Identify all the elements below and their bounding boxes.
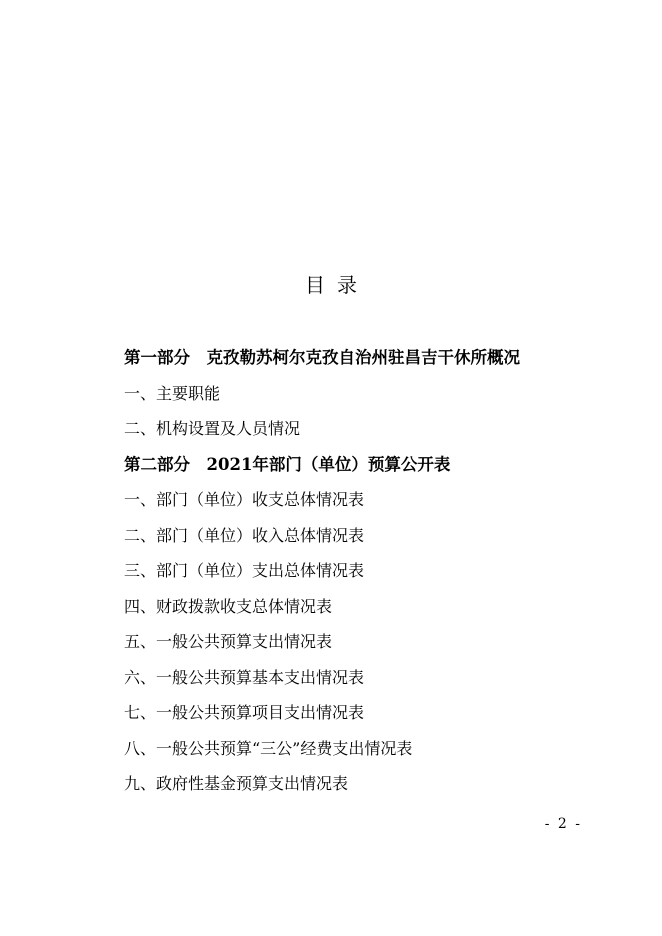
toc-item-government-fund-expense: 九、政府性基金预算支出情况表 (124, 774, 349, 793)
toc-item-fiscal-appropriation: 四、财政拨款收支总体情况表 (124, 596, 333, 616)
toc-item-main-functions: 一、主要职能 (124, 383, 221, 403)
toc-part-1: 第一部分 克孜勒苏柯尔克孜自治州驻昌吉干休所概况 (124, 348, 520, 367)
toc-item-three-public-expenses: 八、一般公共预算“三公”经费支出情况表 (124, 738, 413, 758)
page-number: - 2 - (544, 816, 582, 832)
toc-list (124, 340, 604, 802)
toc-part-2: 第二部分 2021年部门（单位）预算公开表 (124, 454, 451, 474)
toc-title: 目录 (305, 273, 369, 297)
toc-item-general-budget-basic-expense: 六、一般公共预算基本支出情况表 (124, 667, 365, 687)
toc-item-income-expense-overview: 一、部门（单位）收支总体情况表 (124, 490, 365, 509)
toc-item-organization-staff: 二、机构设置及人员情况 (124, 419, 301, 438)
toc-item-general-budget-expense: 五、一般公共预算支出情况表 (124, 632, 333, 651)
toc-item-expense-overview: 三、部门（单位）支出总体情况表 (124, 561, 365, 580)
toc-item-income-overview: 二、部门（单位）收入总体情况表 (124, 525, 365, 545)
toc-item-general-budget-project-expense: 七、一般公共预算项目支出情况表 (124, 703, 365, 722)
